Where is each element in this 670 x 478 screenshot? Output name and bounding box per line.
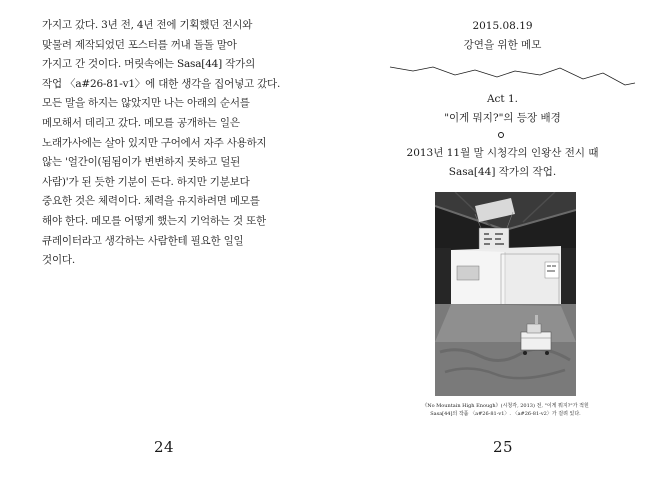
body-line: 것이다. bbox=[42, 254, 75, 267]
exhibition-photo bbox=[435, 192, 576, 396]
body-line: 맞물려 제작되었던 포스터를 꺼내 돌돌 말아 bbox=[42, 38, 237, 51]
circle-bullet-icon bbox=[498, 132, 504, 138]
photo-caption-line: 《No Mountain High Enough》(시청각, 2013) 전, "이게 뭐지?"가 적힌 bbox=[422, 403, 589, 409]
body-line: 모든 말을 하지는 않았지만 나는 아래의 순서를 bbox=[42, 97, 250, 110]
photo-caption-line: Sasa[44]의 작품 〈a#26-81-v1〉. 〈a#26-81-v2〉가 걸려 있다. bbox=[430, 411, 581, 417]
torn-line-divider bbox=[335, 55, 670, 95]
memo-title: 강연을 위한 메모 bbox=[463, 39, 542, 51]
body-line: 가지고 간 것이다. 머릿속에는 Sasa[44] 작가의 bbox=[42, 58, 256, 71]
right-page bbox=[335, 0, 670, 478]
body-line: 큐레이터라고 생각하는 사람한테 필요한 일일 bbox=[42, 234, 244, 247]
body-line: 않는 '얼간이(됨됨이가 변변하지 못하고 덜된 bbox=[42, 156, 241, 169]
body-line: 사람)'가 된 듯한 기분이 든다. 하지만 기분보다 bbox=[42, 175, 250, 188]
left-body-text bbox=[42, 16, 287, 271]
memo-date: 2015.08.19 bbox=[472, 20, 533, 32]
act-title: Act 1. bbox=[486, 93, 519, 105]
act-description-line: 2013년 11월 말 시청각의 인왕산 전시 때 bbox=[406, 147, 599, 159]
page-number-right: 25 bbox=[493, 438, 514, 456]
body-line: 가지고 갔다. 3년 전, 4년 전에 기획했던 전시와 bbox=[42, 19, 253, 31]
body-line: 중요한 것은 체력이다. 체력을 유지하려면 메모를 bbox=[42, 195, 260, 208]
body-line: 해야 한다. 메모를 어떻게 했는지 기억하는 것 또한 bbox=[42, 214, 266, 227]
exhibition-photo-image bbox=[435, 192, 576, 396]
body-line: 메모해서 데리고 갔다. 메모를 공개하는 일은 bbox=[42, 116, 240, 129]
torn-line bbox=[390, 67, 635, 85]
body-line: 노래가사에는 살아 있지만 구어에서 자주 사용하지 bbox=[42, 136, 267, 149]
act-subtitle: "이게 뭐지?"의 등장 배경 bbox=[444, 112, 561, 124]
page-number-left: 24 bbox=[154, 438, 175, 456]
act-description-line: Sasa[44] 작가의 작업. bbox=[448, 166, 557, 178]
body-line: 작업 〈a#26-81-v1〉에 대한 생각을 집어넣고 갔다. bbox=[42, 77, 281, 90]
